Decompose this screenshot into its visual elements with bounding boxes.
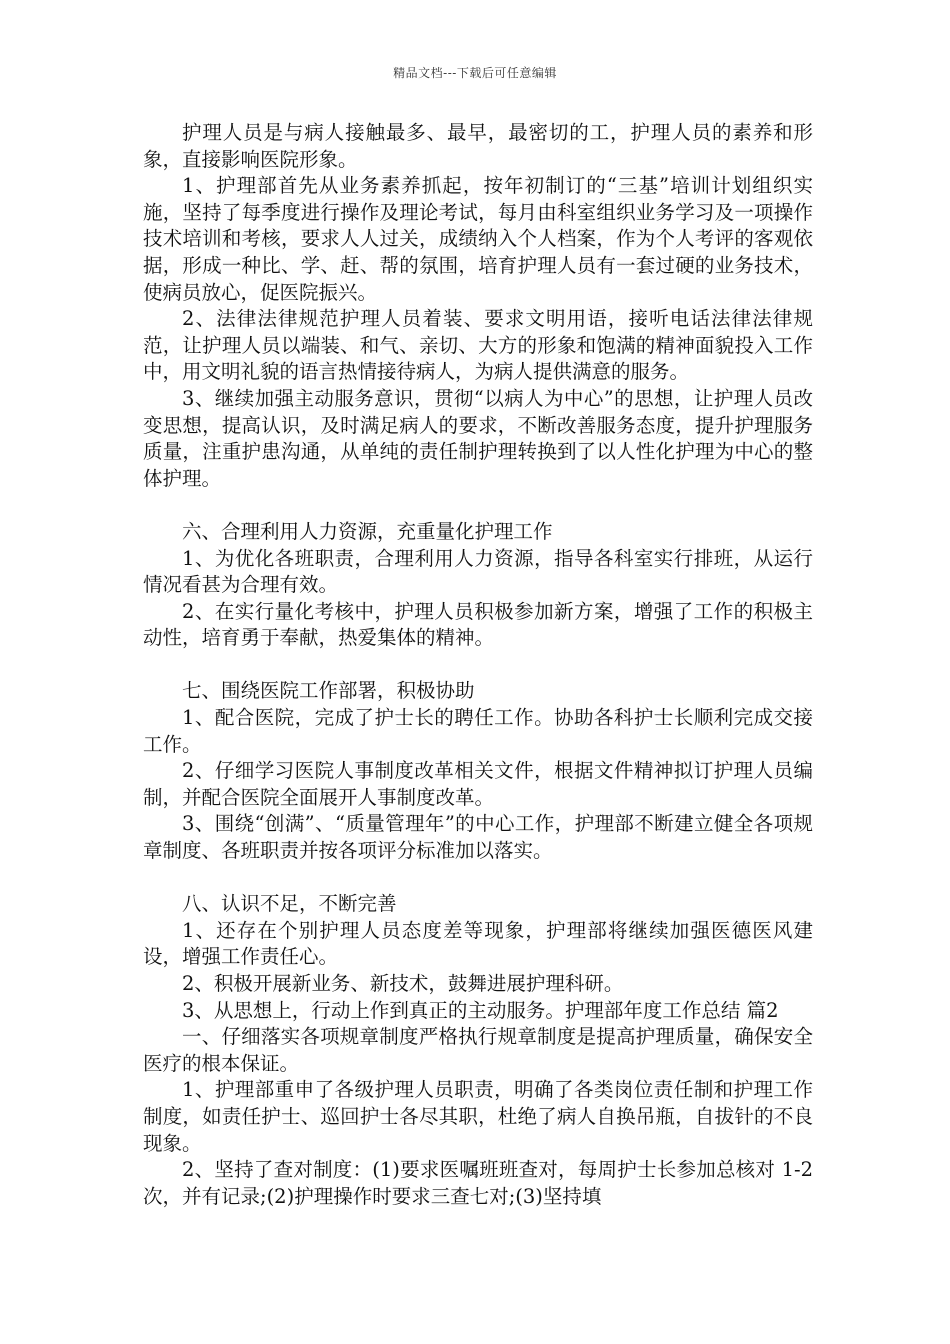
section-heading: 八、认识不足，不断完善	[182, 892, 397, 916]
section-heading: 六、合理利用人力资源，充重量化护理工作	[182, 519, 553, 543]
paragraph: 1、护理部首先从业务素养抓起，按年初制订的“三基”培训计划组织实施，坚持了每季度进行操作及理论考试，每月由科室组织业务学习及一项操作技术培训和考核，要求人人过关，成绩纳入个人档案，作为个人考评的客观依据，形成一种比、学、赶、帮的氛围，培育护理人员有一套过硬的业务技术，使病员放心，促医院振兴。	[143, 174, 813, 304]
section-heading: 七、围绕医院工作部署，积极协助	[182, 679, 475, 703]
paragraph: 护理人员是与病人接触最多、最早，最密切的工，护理人员的素养和形象，直接影响医院形象。	[143, 121, 813, 171]
paragraph: 3、从思想上，行动上作到真正的主动服务。护理部年度工作总结 篇2	[182, 998, 779, 1022]
paragraph: 一、仔细落实各项规章制度严格执行规章制度是提高护理质量，确保安全医疗的根本保证。	[143, 1025, 813, 1075]
paragraph: 1、护理部重申了各级护理人员职责，明确了各类岗位责任制和护理工作制度，如责任护士、巡回护士各尽其职，杜绝了病人自换吊瓶，自拔针的不良现象。	[143, 1078, 813, 1155]
paragraph: 1、还存在个别护理人员态度差等现象，护理部将继续加强医德医风建设，增强工作责任心。	[143, 918, 813, 969]
paragraph: 2、积极开展新业务、新技术，鼓舞进展护理科研。	[182, 972, 624, 995]
paragraph: 2、仔细学习医院人事制度改革相关文件，根据文件精神拟订护理人员编制，并配合医院全面展开人事制度改革。	[143, 759, 813, 809]
paragraph: 2、法律法律规范护理人员着装、要求文明用语，接听电话法律法律规范，让护理人员以端装、和气、亲切、大方的形象和饱满的精神面貌投入工作中，用文明礼貌的语言热情接待病人，为病人提供满意的服务。	[143, 307, 813, 384]
paragraph: 2、坚持了查对制度：(1)要求医嘱班班查对，每周护士长参加总核对 1-2 次，并有记录;(2)护理操作时要求三查七对;(3)坚持填	[143, 1158, 813, 1208]
paragraph: 3、围绕“创满”、“质量管理年”的中心工作，护理部不断建立健全各项规章制度、各班职责并按各项评分标准加以落实。	[143, 812, 813, 863]
document-body	[143, 120, 813, 1210]
paragraph: 1、配合医院，完成了护士长的聘任工作。协助各科护士长顺利完成交接工作。	[143, 706, 813, 756]
paragraph: 1、为优化各班职责，合理利用人力资源，指导各科室实行排班，从运行情况看甚为合理有效。	[143, 546, 813, 597]
paragraph: 3、继续加强主动服务意识，贯彻“以病人为中心”的思想，让护理人员改变思想，提高认识，及时满足病人的要求，不断改善服务态度，提升护理服务质量，注重护患沟通，从单纯的责任制护理转换到了以人性化护理为中心的整体护理。	[143, 386, 813, 490]
page-header: 精品文档---下载后可任意编辑	[393, 66, 557, 80]
paragraph: 2、在实行量化考核中，护理人员积极参加新方案，增强了工作的积极主动性，培育勇于奉献，热爱集体的精神。	[143, 599, 813, 650]
